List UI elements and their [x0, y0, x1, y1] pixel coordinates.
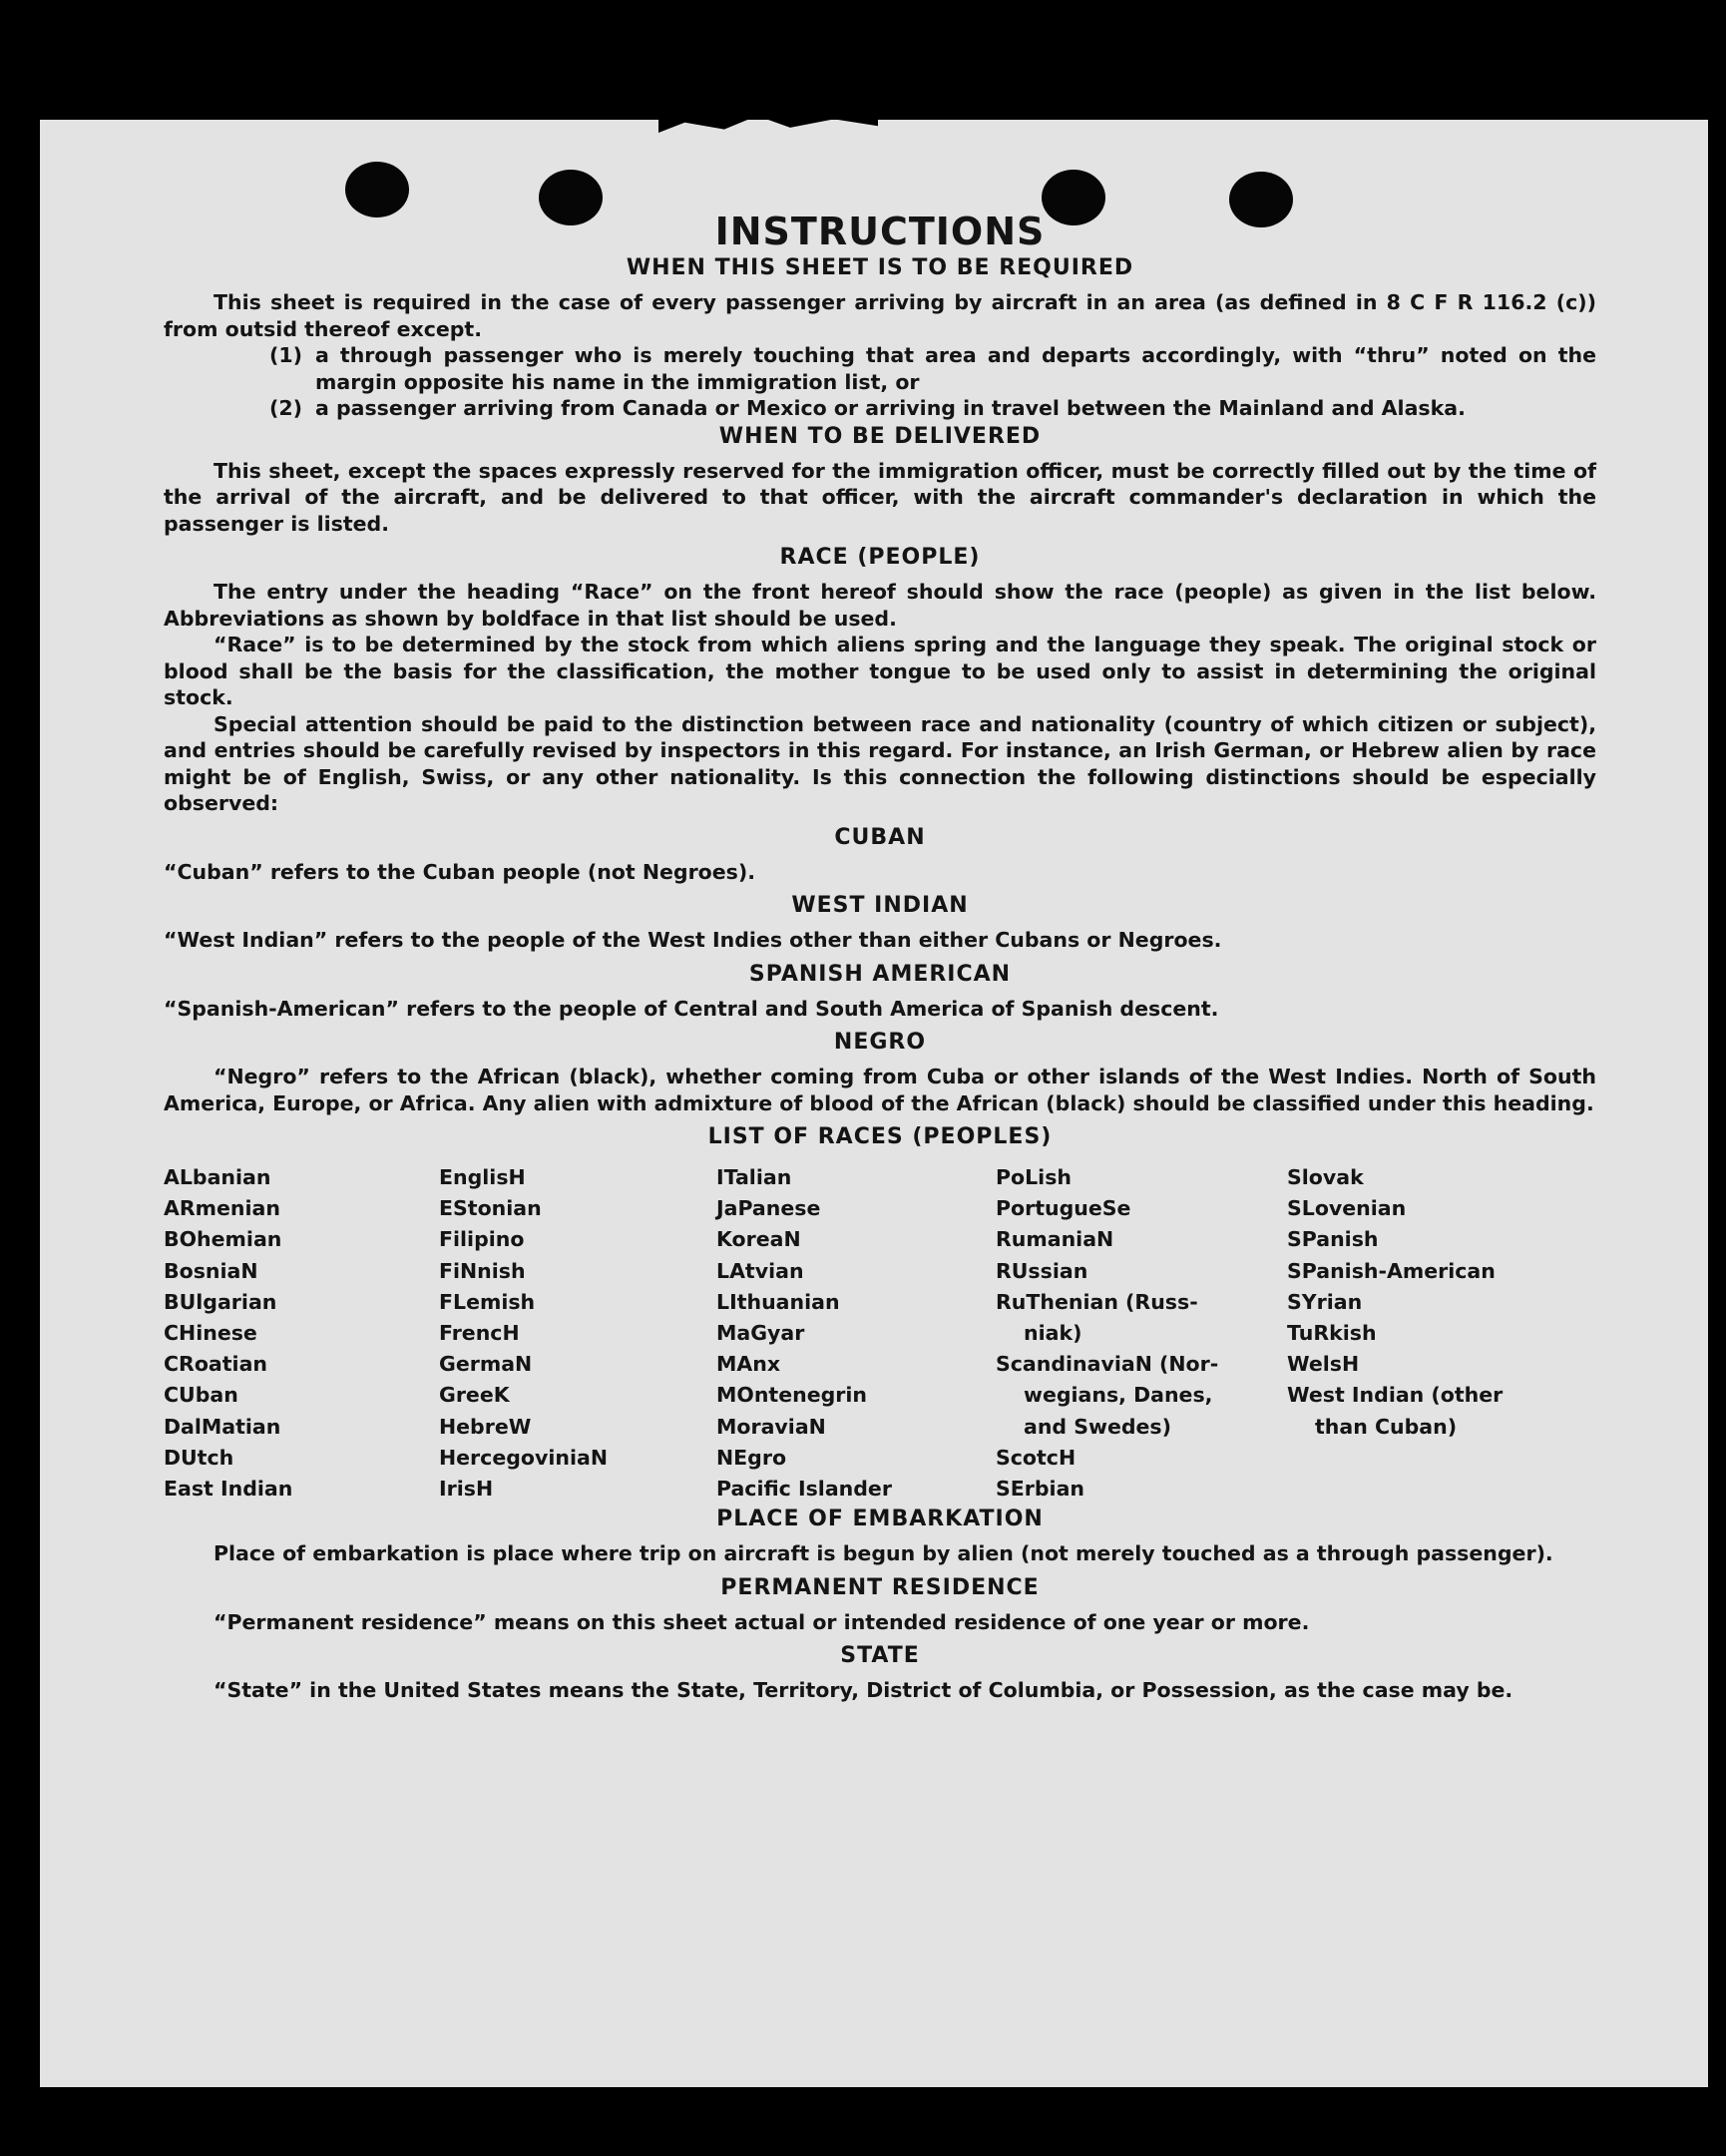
race-entry: CHinese: [164, 1321, 257, 1346]
race-entry: FrencH: [439, 1321, 520, 1346]
race-entry: RumaniaN: [996, 1227, 1114, 1252]
race-entry: MoraviaN: [716, 1414, 826, 1439]
race-entry: BosniaN: [164, 1258, 258, 1283]
heading-when-required: WHEN THIS SHEET IS TO BE REQUIRED: [626, 255, 1134, 280]
heading-race: RACE (PEOPLE): [779, 545, 981, 570]
race-entry: wegians, Danes,: [1024, 1383, 1213, 1408]
race-entry: WelsH: [1287, 1352, 1360, 1377]
heading-residence: PERMANENT RESIDENCE: [720, 1574, 1040, 1600]
residence-text: “Permanent residence” means on this sheet actual or intended residence of one year or more.: [214, 1609, 1310, 1634]
west-indian-text: “West Indian” refers to the people of the West Indies other than either Cubans or Negroes.: [164, 928, 1222, 952]
race-entry: GreeK: [439, 1383, 510, 1408]
race-entry: ALbanian: [164, 1165, 271, 1189]
race-entry: ScandinaviaN (Nor-: [996, 1352, 1219, 1377]
race-entry: ScotcH: [996, 1445, 1077, 1470]
race-entry: RUssian: [996, 1258, 1088, 1283]
race-entry: ARmenian: [164, 1196, 280, 1221]
exception-number: (2): [269, 396, 303, 420]
races-column: [439, 1162, 716, 1505]
race-entry: TuRkish: [1287, 1321, 1377, 1346]
heading-state: STATE: [840, 1643, 920, 1669]
race-entry: Filipino: [439, 1227, 525, 1252]
race-entry: Slovak: [1287, 1165, 1364, 1189]
state-text: “State” in the United States means the State, Territory, District of Columbia, or Possession, as the case may be.: [214, 1678, 1513, 1703]
race-entry: JaPanese: [716, 1196, 821, 1221]
cuban-text: “Cuban” refers to the Cuban people (not Negroes).: [164, 859, 756, 884]
race-entry: than Cuban): [1315, 1414, 1458, 1439]
race-entry: HebreW: [439, 1414, 532, 1439]
races-column: [1287, 1162, 1596, 1505]
race-entry: LIthuanian: [716, 1289, 840, 1314]
races-column: [716, 1162, 996, 1505]
negro-text: “Negro” refers to the African (black), whether coming from Cuba or other islands of the West Indies. North of South America, Europe, or Africa. Any alien with admixture of blood of the African (black) should be classified under this heading.: [164, 1065, 1596, 1115]
heading-spanish-american: SPANISH AMERICAN: [748, 961, 1012, 987]
exception-text: a passenger arriving from Canada or Mexico or arriving in travel between the Mainland and Alaska.: [315, 396, 1466, 420]
races-column: [996, 1162, 1287, 1505]
race-entry: niak): [1024, 1321, 1082, 1346]
race-entry: DalMatian: [164, 1414, 281, 1439]
races-list: [164, 1162, 1596, 1505]
race-entry: DUtch: [164, 1445, 234, 1470]
race-entry: CUban: [164, 1383, 238, 1408]
race-entry: PoLish: [996, 1165, 1072, 1189]
embarkation-text: Place of embarkation is place where trip on aircraft is begun by alien (not merely touched as a through passenger).: [214, 1541, 1553, 1566]
document-sheet: [40, 120, 1708, 2087]
race-entry: FLemish: [439, 1289, 536, 1314]
race-entry: SLovenian: [1287, 1196, 1407, 1221]
torn-edge: [658, 116, 878, 150]
race-entry: HercegoviniaN: [439, 1445, 608, 1470]
race-entry: SYrian: [1287, 1289, 1363, 1314]
race-entry: IrisH: [439, 1477, 494, 1502]
page-title: INSTRUCTIONS: [714, 210, 1046, 253]
race-entry: KoreaN: [716, 1227, 801, 1252]
race-entry: EStonian: [439, 1196, 542, 1221]
race-entry: MAnx: [716, 1352, 781, 1377]
race-entry: NEgro: [716, 1445, 787, 1470]
race-entry: BOhemian: [164, 1227, 282, 1252]
exception-number: (1): [269, 343, 303, 367]
race-entry: and Swedes): [1024, 1414, 1171, 1439]
heading-cuban: CUBAN: [834, 824, 926, 850]
race-entry: SErbian: [996, 1477, 1085, 1502]
race-entry: Pacific Islander: [716, 1477, 892, 1502]
race-entry: GermaN: [439, 1352, 533, 1377]
race-entry: ITalian: [716, 1165, 792, 1189]
race-entry: BUlgarian: [164, 1289, 277, 1314]
race-entry: PortugueSe: [996, 1196, 1131, 1221]
race-entry: SPanish-American: [1287, 1258, 1496, 1283]
document-body: [164, 210, 1596, 1704]
race-entry: CRoatian: [164, 1352, 268, 1377]
when-required-intro: This sheet is required in the case of every passenger arriving by aircraft in an area (as defined in 8 C F R 116.2 (c)) from outsid thereof except.: [164, 290, 1596, 341]
race-entry: RuThenian (Russ-: [996, 1289, 1198, 1314]
race-entry: West Indian (other: [1287, 1383, 1504, 1408]
race-entry: MOntenegrin: [716, 1383, 868, 1408]
race-entry: SPanish: [1287, 1227, 1379, 1252]
race-entry: MaGyar: [716, 1321, 805, 1346]
spanish-american-text: “Spanish-American” refers to the people of Central and South America of Spanish descent.: [164, 996, 1219, 1021]
race-entry: LAtvian: [716, 1258, 804, 1283]
race-paragraph: The entry under the heading “Race” on the front hereof should show the race (people) as given in the list below. Abbreviations as shown by boldface in that list should be used.: [164, 580, 1596, 631]
race-paragraph: “Race” is to be determined by the stock from which aliens spring and the language they speak. The original stock or blood shall be the basis for the classification, the mother tongue to be used only to assist in determining the original stock.: [164, 633, 1596, 709]
heading-west-indian: WEST INDIAN: [791, 893, 969, 918]
exception-text: a through passenger who is merely touching that area and departs accordingly, with “thru” noted on the margin opposite his name in the immigration list, or: [315, 343, 1596, 394]
race-entry: East Indian: [164, 1477, 293, 1502]
heading-embarkation: PLACE OF EMBARKATION: [716, 1507, 1044, 1532]
heading-when-delivered: WHEN TO BE DELIVERED: [718, 423, 1042, 449]
race-entry: FiNnish: [439, 1258, 526, 1283]
heading-list-of-races: LIST OF RACES (PEOPLES): [707, 1124, 1053, 1149]
when-delivered-text: This sheet, except the spaces expressly reserved for the immigration officer, must be correctly filled out by the time of the arrival of the aircraft, and be delivered to that officer, with the aircraft commander's declaration in which the passenger is listed.: [164, 458, 1596, 536]
race-paragraph: Special attention should be paid to the distinction between race and nationality (country of which citizen or subject), and entries should be carefully revised by inspectors in this regard. For instance, an Irish German, or Hebrew alien by race might be of English, Swiss, or any other nationality. Is this connection the following distinctions should be especially observed:: [164, 711, 1596, 815]
exception-item: [269, 395, 1596, 422]
heading-negro: NEGRO: [833, 1030, 927, 1055]
races-column: [164, 1162, 439, 1505]
race-entry: EnglisH: [439, 1165, 526, 1189]
exception-item: [269, 342, 1596, 395]
